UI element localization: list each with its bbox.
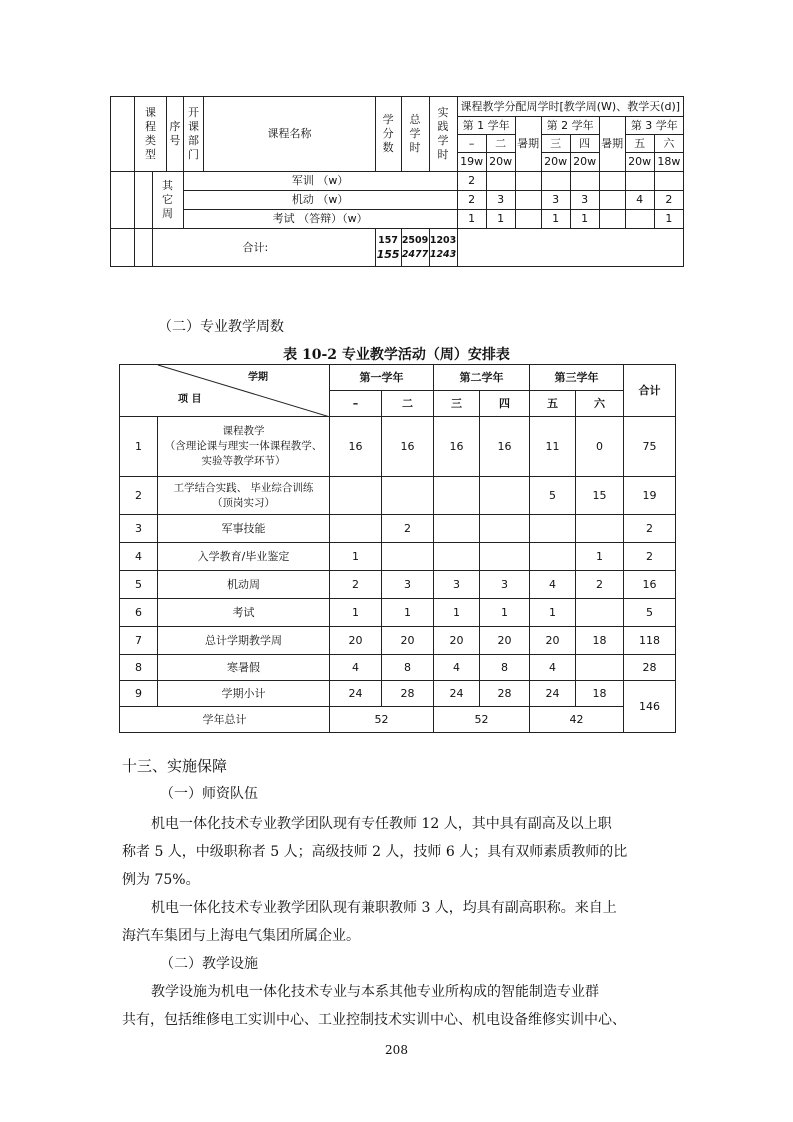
para2-line2: 海汽车集团与上海电气集团所属企业。 [122,928,360,944]
year1-header: 第一学年 [330,365,434,391]
sub1-heading: （一）师资队伍 [160,786,258,802]
row-item: 寒暑假 [158,655,330,681]
total-row [111,229,684,267]
page-number: 208 [385,1043,408,1057]
year-total-row [120,707,676,733]
row-item: 机动周 [158,571,330,599]
row-no: 1 [120,417,158,477]
course-name-header: 课程名称 [204,97,375,172]
table-row: 6 考试 1 1 1 1 1 5 [120,599,676,627]
row-name: 机动 （w） [183,191,457,210]
diagonal-line [120,365,330,417]
diag-bottom-label: 项 目 [178,394,202,405]
sem-header: 四 [480,391,530,417]
row-no: 8 [120,655,158,681]
year3-header: 第 3 学年 [625,117,683,135]
row-item: 总计学期教学周 [158,627,330,655]
total-label: 合计: [152,229,375,267]
section2-heading: （二）专业教学周数 [158,319,284,335]
row-item: 考试 [158,599,330,627]
grand-total: 146 [624,681,676,733]
table-row: 其 它 周 军训 （w） 2 [111,172,684,191]
table-row: 2 工学结合实践、 毕业综合训练 （顶岗实习） 5 15 19 [120,477,676,515]
para1-line1: 机电一体化技术专业教学团队现有专任教师 12 人，其中具有副高及以上职 [151,816,612,832]
sem-header: 六 [576,391,624,417]
sem-cell: 四 20w [570,135,599,172]
year-total: 52 [434,707,530,733]
table-row: 1 课程教学 （含理论课与理实一体课程教学、 实验等教学环节） 16 16 16 16 11 0 75 [120,417,676,477]
row-name: 军训 （w） [183,172,457,191]
row-no: 2 [120,477,158,515]
summer2-header: 暑期 [599,117,625,172]
summer1-header: 暑期 [515,117,541,172]
sem-header: 二 [382,391,434,417]
course-type-header: 课 程 类 型 [134,97,166,172]
diagonal-header [120,365,330,417]
sem-cell: – 19w [457,135,486,172]
sem-header: 五 [530,391,576,417]
row-item: 军事技能 [158,515,330,543]
sem-cell: 二 20w [486,135,515,172]
table-row: 4 入学教育/毕业鉴定 1 1 2 [120,543,676,571]
year-total: 52 [330,707,434,733]
table-row: 7 总计学期教学周 20 20 20 20 20 18 118 [120,627,676,655]
row-no: 5 [120,571,158,599]
course-hours-table [110,96,684,267]
sem-cell: 五 20w [625,135,654,172]
year1-header: 第 1 学年 [457,117,515,135]
total-credit: 157 155 [375,229,401,267]
practice-hours-header: 实 践 学 时 [429,97,457,172]
total-hours-header: 总 学 时 [401,97,429,172]
total-header: 合计 [624,365,676,417]
seq-header: 序 号 [167,97,184,172]
row-item: 工学结合实践、 毕业综合训练 （顶岗实习） [158,477,330,515]
table-row: 3 军事技能 2 2 [120,515,676,543]
para2-line1: 机电一体化技术专业教学团队现有兼职教师 3 人，均具有副高职称。来自上 [151,900,617,916]
row-item: 课程教学 （含理论课与理实一体课程教学、 实验等教学环节） [158,417,330,477]
other-weeks-label: 其 它 周 [152,172,183,229]
table-row: 考试 （答辩）（w） 1 1 1 1 1 [111,210,684,229]
teaching-weeks-table [119,364,676,733]
para1-line3: 例为 75%。 [122,872,200,888]
section13-heading: 十三、实施保障 [122,757,228,775]
year-total: 42 [530,707,624,733]
sem-header: – [330,391,382,417]
total-hours: 2509 2477 [401,229,429,267]
dept-header: 开 课 部 门 [183,97,204,172]
para3-line1: 教学设施为机电一体化技术专业与本系其他专业所构成的智能制造专业群 [151,984,599,1000]
row-no: 4 [120,543,158,571]
year2-header: 第二学年 [434,365,530,391]
diag-top-label: 学期 [248,372,268,383]
row-item: 入学教育/毕业鉴定 [158,543,330,571]
table-row: 9 学期小计 24 28 24 28 24 18 146 [120,681,676,707]
row-no: 6 [120,599,158,627]
table-row: 8 寒暑假 4 8 4 8 4 28 [120,655,676,681]
para1-line2: 称者 5 人，中级职称者 5 人；高级技师 2 人，技师 6 人；具有双师素质教师的比 [122,844,628,860]
row-no: 7 [120,627,158,655]
total-practice: 1203 1243 [429,229,457,267]
sem-cell: 三 20w [541,135,570,172]
row-name: 考试 （答辩）（w） [183,210,457,229]
distribution-header: 课程教学分配周学时[教学周(W)、教学天(d)] [457,97,683,117]
sem-cell: 六 18w [654,135,683,172]
table-row: 5 机动周 2 3 3 3 4 2 16 [120,571,676,599]
table-row: 机动 （w） 2 3 3 3 4 2 [111,191,684,210]
row-item: 学期小计 [158,681,330,707]
para3-line2: 共有，包括维修电工实训中心、工业控制技术实训中心、机电设备维修实训中心、 [122,1012,626,1028]
year-total-label: 学年总计 [120,707,330,733]
credit-header: 学 分 数 [375,97,401,172]
table2-caption: 表 10-2 专业教学活动（周）安排表 [283,347,510,363]
row-no: 3 [120,515,158,543]
sub2-heading: （二）教学设施 [160,956,258,972]
year3-header: 第三学年 [530,365,624,391]
sem-header: 三 [434,391,480,417]
year2-header: 第 2 学年 [541,117,599,135]
row-no: 9 [120,681,158,707]
